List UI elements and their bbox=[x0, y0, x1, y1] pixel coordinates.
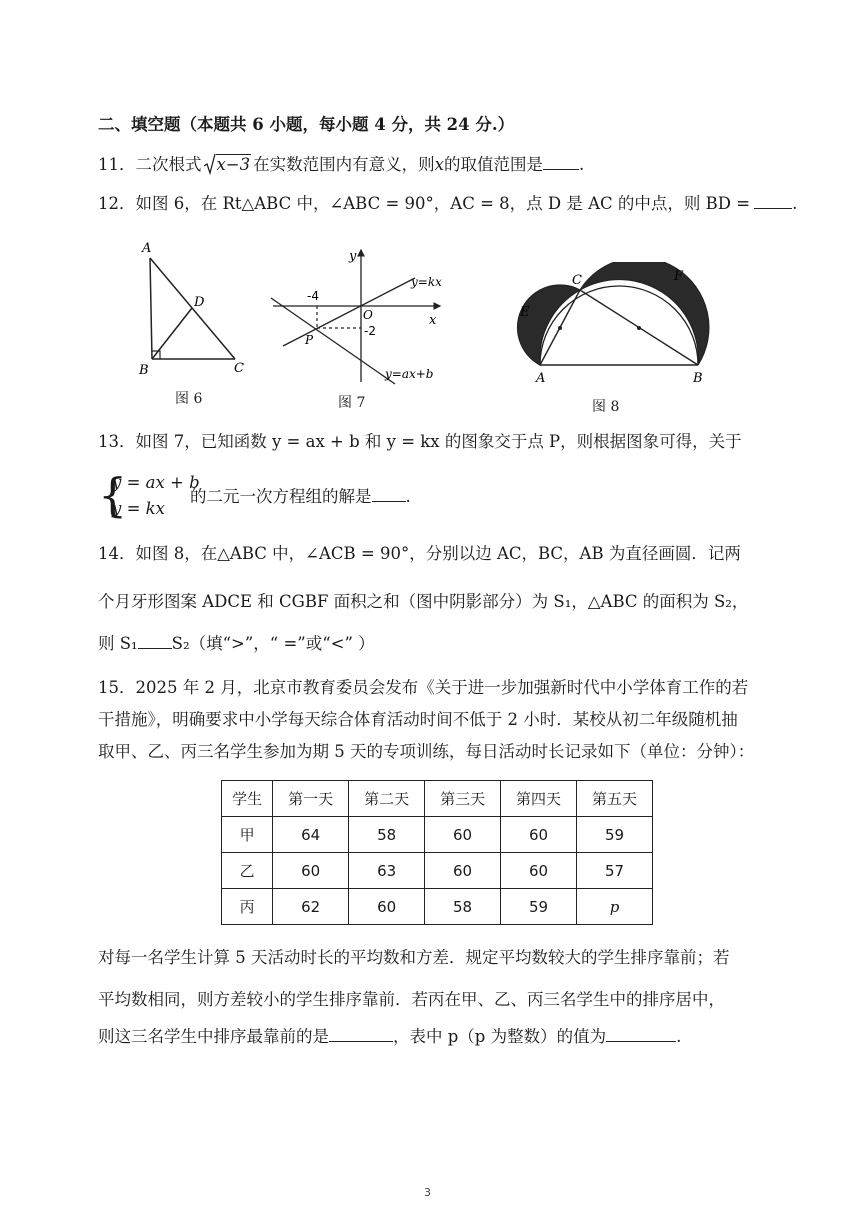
table-header-cell: 第四天 bbox=[501, 781, 577, 817]
q13-after: 的二元一次方程组的解是 bbox=[190, 487, 372, 506]
q13-answer-blank bbox=[372, 487, 406, 502]
training-time-table bbox=[221, 780, 653, 925]
table-header-row bbox=[222, 781, 653, 817]
figure-6 bbox=[130, 238, 260, 378]
fig7-label-o: O bbox=[363, 308, 373, 322]
q12-answer-blank bbox=[754, 194, 792, 209]
fig8-label-c: C bbox=[572, 273, 582, 288]
figure-8 bbox=[510, 262, 720, 390]
table-cell: 58 bbox=[349, 817, 425, 853]
q11-radical: x−3 bbox=[204, 154, 252, 176]
table-cell: 60 bbox=[425, 817, 501, 853]
q13-system-eq1: y = ax + b bbox=[112, 473, 200, 492]
q11-var: x bbox=[434, 155, 444, 174]
question-14-line3 bbox=[98, 633, 375, 655]
q12-end: . bbox=[792, 194, 798, 213]
question-15-after1: 对每一名学生计算 5 天活动时长的平均数和方差．规定平均数较大的学生排序靠前；若 bbox=[98, 948, 730, 967]
fig7-label-y: y bbox=[349, 249, 357, 264]
question-13-line2 bbox=[190, 486, 411, 508]
table-cell: 乙 bbox=[222, 853, 273, 889]
table-cell: p bbox=[577, 889, 653, 925]
table-header-cell: 第三天 bbox=[425, 781, 501, 817]
figure-7 bbox=[265, 242, 455, 392]
question-15-line1: 15．2025 年 2 月，北京市教育委员会发布《关于进一步加强新时代中小学体育工作的若 bbox=[98, 678, 749, 697]
table-header-cell: 学生 bbox=[222, 781, 273, 817]
q14-answer-blank bbox=[138, 634, 172, 649]
question-15-after3 bbox=[98, 1026, 681, 1048]
fig6-label-a: A bbox=[142, 241, 152, 256]
question-15-line2: 干措施》，明确要求中小学每天综合体育活动时间不低于 2 小时．某校从初二年级随机抽 bbox=[98, 710, 738, 729]
table-header-cell: 第一天 bbox=[273, 781, 349, 817]
table-row bbox=[222, 889, 653, 925]
fig8-label-e: E bbox=[520, 305, 530, 320]
fig7-caption: 图 7 bbox=[338, 395, 366, 411]
q15-after3b: ，表中 p（p 为整数）的值为 bbox=[393, 1027, 607, 1046]
q14-line3a: 则 S₁ bbox=[98, 634, 138, 653]
question-12 bbox=[98, 193, 797, 215]
q11-end: . bbox=[578, 155, 585, 174]
fig8-label-a: A bbox=[536, 371, 546, 386]
table-cell: 60 bbox=[273, 853, 349, 889]
fig7-label-minus2: -2 bbox=[364, 324, 376, 338]
question-14-line2: 个月牙形图案 ADCE 和 CGBF 面积之和（图中阴影部分）为 S₁，△ABC 的面积为 S₂， bbox=[98, 592, 749, 611]
fig8-label-b: B bbox=[693, 371, 703, 386]
fig8-caption: 图 8 bbox=[592, 399, 620, 415]
table-cell: 62 bbox=[273, 889, 349, 925]
table-cell: 丙 bbox=[222, 889, 273, 925]
q11-pre: 二次根式 bbox=[135, 155, 202, 174]
page-number: 3 bbox=[424, 1186, 431, 1199]
fig7-label-kx: y=kx bbox=[411, 275, 442, 289]
radical-sign-icon bbox=[204, 153, 216, 175]
table-cell: 59 bbox=[577, 817, 653, 853]
system-brace: { bbox=[98, 468, 128, 522]
table-cell: 59 bbox=[501, 889, 577, 925]
table-header-cell: 第二天 bbox=[349, 781, 425, 817]
q11-answer-blank bbox=[543, 155, 579, 170]
q11-number: 11． bbox=[98, 155, 136, 174]
table-cell: 甲 bbox=[222, 817, 273, 853]
fig6-label-d: D bbox=[194, 295, 205, 310]
table-cell: 63 bbox=[349, 853, 425, 889]
section-title: 二、填空题（本题共 6 小题，每小题 4 分，共 24 分.） bbox=[98, 115, 515, 134]
fig7-label-p: P bbox=[305, 333, 314, 347]
fig6-caption: 图 6 bbox=[175, 391, 203, 407]
q12-text: 12．如图 6，在 Rt△ABC 中，∠ABC = 90°，AC = 8，点 D 是 AC 的中点，则 BD = bbox=[98, 194, 751, 213]
q15-after3a: 则这三名学生中排序最靠前的是 bbox=[98, 1027, 329, 1046]
table-cell: 60 bbox=[501, 853, 577, 889]
table-cell: 64 bbox=[273, 817, 349, 853]
q15-end: . bbox=[676, 1027, 682, 1046]
fig6-label-b: B bbox=[139, 363, 149, 378]
table-row bbox=[222, 817, 653, 853]
question-13-line1: 13．如图 7，已知函数 y = ax + b 和 y = kx 的图象交于点 P，则根据图象可得，关于 bbox=[98, 432, 742, 451]
fig7-label-x: x bbox=[429, 313, 437, 328]
table-cell: 60 bbox=[501, 817, 577, 853]
table-cell: 57 bbox=[577, 853, 653, 889]
question-15-after2: 平均数相同，则方差较小的学生排序靠前．若丙在甲、乙、丙三名学生中的排序居中， bbox=[98, 990, 725, 1009]
question-15-line3: 取甲、乙、丙三名学生参加为期 5 天的专项训练，每日活动时长记录如下（单位：分钟）： bbox=[98, 742, 755, 761]
q15-answer-blank-2 bbox=[606, 1027, 676, 1042]
fig7-label-axb: y=ax+b bbox=[385, 367, 434, 381]
table-cell: 58 bbox=[425, 889, 501, 925]
table-cell: 60 bbox=[349, 889, 425, 925]
table-cell: 60 bbox=[425, 853, 501, 889]
q11-post: 在实数范围内有意义，则 bbox=[253, 155, 435, 174]
q13-end: . bbox=[405, 487, 411, 506]
q11-post2: 的取值范围是 bbox=[443, 155, 543, 174]
fig7-label-minus4: -4 bbox=[307, 289, 319, 303]
q14-line3b: S₂（填“>”，“ =”或“<” ） bbox=[171, 634, 375, 653]
table-header-cell: 第五天 bbox=[577, 781, 653, 817]
q13-system-eq2: y = kx bbox=[112, 499, 165, 518]
q15-answer-blank-1 bbox=[329, 1027, 393, 1042]
question-11 bbox=[98, 154, 584, 176]
fig6-label-c: C bbox=[234, 361, 244, 376]
question-14-line1: 14．如图 8，在△ABC 中，∠ACB = 90°，分别以边 AC，BC，AB 为直径画圆．记两 bbox=[98, 544, 741, 563]
table-row bbox=[222, 853, 653, 889]
fig8-label-f: F bbox=[674, 269, 684, 284]
